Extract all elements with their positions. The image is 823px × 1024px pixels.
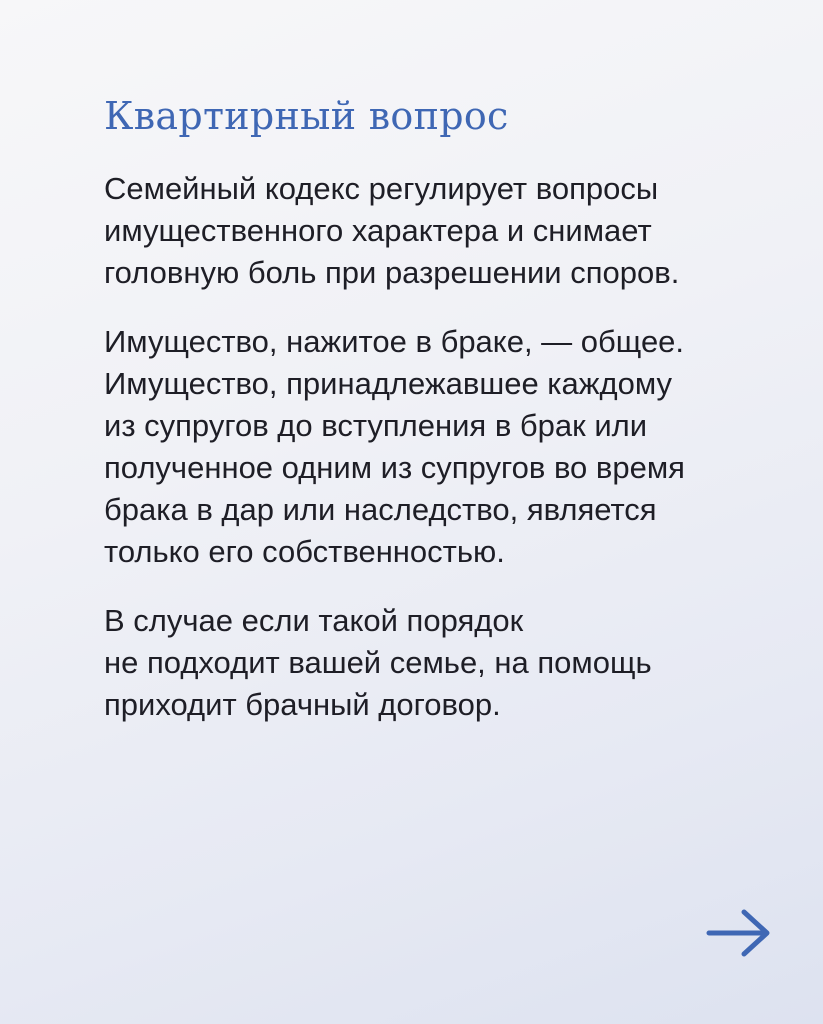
arrow-right-icon[interactable] bbox=[706, 908, 772, 958]
text-line: приходит брачный договор. bbox=[104, 687, 501, 722]
paragraph-family-code bbox=[104, 168, 794, 294]
text-line: имущественного характера и снимает bbox=[104, 213, 652, 248]
text-line: брака в дар или наследство, является bbox=[104, 492, 657, 527]
text-line: полученное одним из супругов во время bbox=[104, 450, 685, 485]
paragraph-marriage-contract bbox=[104, 600, 794, 726]
text-line: только его собственностью. bbox=[104, 534, 505, 569]
text-line: Имущество, нажитое в браке, — общее. bbox=[104, 324, 685, 359]
text-line: Имущество, принадлежавшее каждому bbox=[104, 366, 673, 401]
slide-body bbox=[104, 168, 794, 753]
text-line: из супругов до вступления в брак или bbox=[104, 408, 648, 443]
text-line: В случае если такой порядок bbox=[104, 603, 524, 638]
text-line: не подходит вашей семье, на помощь bbox=[104, 645, 652, 680]
paragraph-property bbox=[104, 321, 794, 573]
text-line: Семейный кодекс регулирует вопросы bbox=[104, 171, 659, 206]
text-line: головную боль при разрешении споров. bbox=[104, 255, 680, 290]
slide-title: Квартирный вопрос bbox=[104, 94, 509, 138]
